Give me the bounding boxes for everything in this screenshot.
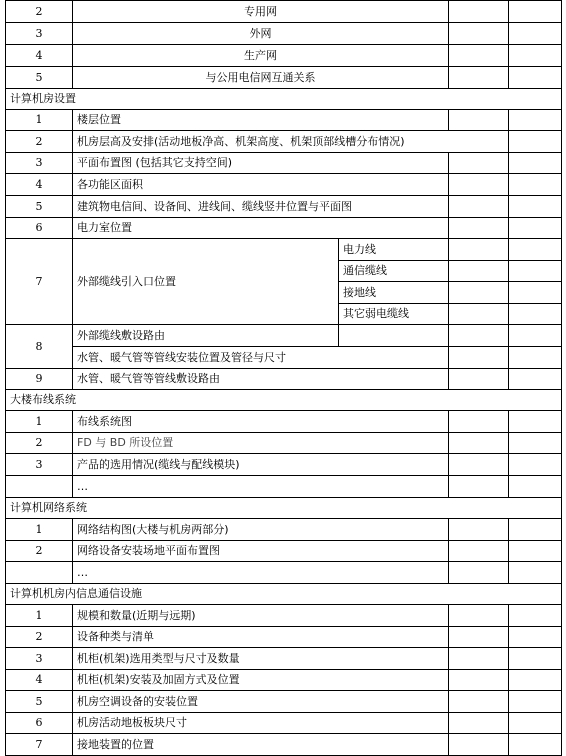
empty-cell [449,110,509,131]
empty-cell [449,153,509,174]
section-header-row [6,498,562,519]
row-number: 7 [6,734,73,756]
table-row [6,174,562,196]
table-row [6,691,562,713]
empty-cell [449,196,509,218]
row-number: 1 [6,519,73,541]
row-number: 6 [6,218,73,239]
table-row [6,605,562,627]
table-row [6,734,562,756]
row-text: 设备种类与清单 [73,627,449,648]
empty-cell [449,605,509,627]
table-row [6,67,562,89]
row-text: 楼层位置 [73,110,449,131]
table-row [6,23,562,45]
table-row [6,110,562,131]
row-text: 外部缆线敷设路由 [73,325,339,347]
row-number: 3 [6,23,73,45]
empty-cell [509,627,562,648]
empty-cell [509,110,562,131]
empty-cell [509,476,562,498]
row-text: 建筑物电信间、设备间、进线间、缆线竖井位置与平面图 [73,196,449,218]
row-text: 机房活动地板板块尺寸 [73,713,449,734]
row-number: 3 [6,454,73,476]
row-number: 3 [6,648,73,670]
empty-cell [509,670,562,691]
empty-cell [449,691,509,713]
row-number: 1 [6,411,73,433]
row-text: 规模和数量(近期与远期) [73,605,449,627]
row-number: 5 [6,196,73,218]
empty-cell [449,23,509,45]
empty-cell [449,261,509,282]
sub-item: 通信缆线 [339,261,449,282]
section-header-row [6,390,562,411]
empty-cell [449,562,509,584]
table-row [6,476,562,498]
empty-cell [449,67,509,89]
row-number: 4 [6,174,73,196]
row-text: FD 与 BD 所设位置 [73,433,449,454]
empty-cell [509,304,562,325]
empty-cell [449,218,509,239]
row-number: 1 [6,605,73,627]
row-text: 网络设备安装场地平面布置图 [73,541,449,562]
empty-cell [509,541,562,562]
empty-cell [449,304,509,325]
table-row [6,627,562,648]
empty-cell [509,239,562,261]
table-row [6,670,562,691]
table-row [6,1,562,23]
row-text: 水管、暖气管等管线安装位置及管径与尺寸 [73,347,449,369]
row-number: 6 [6,713,73,734]
empty-cell [449,411,509,433]
row-number: 5 [6,67,73,89]
section-title: 计算机网络系统 [6,498,562,519]
empty-cell [449,325,509,347]
empty-cell [449,541,509,562]
table-row [6,218,562,239]
empty-cell [449,670,509,691]
empty-cell [509,691,562,713]
row-text: 网络结构图(大楼与机房两部分) [73,519,449,541]
empty-cell [509,131,562,153]
empty-cell [509,196,562,218]
empty-cell [509,1,562,23]
row-text: 专用网 [73,1,449,23]
row-text: 产品的选用情况(缆线与配线模块) [73,454,449,476]
table-row [6,153,562,174]
row-text: 生产网 [73,45,449,67]
ellipsis: … [73,562,449,584]
ellipsis: … [73,476,449,498]
row-number: 4 [6,45,73,67]
row-number: 2 [6,131,73,153]
row-number: 2 [6,541,73,562]
row-number: 8 [6,325,73,369]
empty-cell [449,174,509,196]
row-text: 外网 [73,23,449,45]
empty-cell [509,648,562,670]
row-text: 机柜(机架)安装及加固方式及位置 [73,670,449,691]
table-row [6,562,562,584]
row-number: 7 [6,239,73,325]
section-header-row [6,584,562,605]
row-number: 4 [6,670,73,691]
empty-cell [509,218,562,239]
empty-cell [449,734,509,756]
row-text: 与公用电信网互通关系 [73,67,449,89]
empty-cell [449,713,509,734]
table-row [6,454,562,476]
empty-cell [509,433,562,454]
empty-cell [509,347,562,369]
row-text: 电力室位置 [73,218,449,239]
table-row [6,369,562,390]
table-row [6,131,562,153]
section-title: 计算机房设置 [6,89,562,110]
empty-cell [509,325,562,347]
row-text: 外部缆线引入口位置 [73,239,339,325]
row-number: 2 [6,627,73,648]
empty-cell [509,562,562,584]
empty-cell [6,476,73,498]
empty-cell [449,476,509,498]
empty-cell [509,153,562,174]
empty-cell [509,23,562,45]
sub-item: 接地线 [339,282,449,304]
sub-item: 其它弱电缆线 [339,304,449,325]
empty-cell [449,347,509,369]
row-text: 平面布置图 (包括其它支持空间) [73,153,449,174]
empty-cell [449,239,509,261]
row-text: 水管、暖气管等管线敷设路由 [73,369,449,390]
empty-cell [509,261,562,282]
table-row [6,519,562,541]
empty-cell [449,1,509,23]
empty-cell [509,282,562,304]
section-title: 计算机机房内信息通信设施 [6,584,562,605]
empty-cell [339,325,449,347]
table-row [6,433,562,454]
table-row [6,347,562,369]
empty-cell [509,713,562,734]
empty-cell [509,519,562,541]
row-text: 机柜(机架)选用类型与尺寸及数量 [73,648,449,670]
table-row [6,196,562,218]
table-row [6,713,562,734]
row-number: 9 [6,369,73,390]
table-row [6,45,562,67]
table-row [6,648,562,670]
row-number: 1 [6,110,73,131]
table-row [6,239,562,261]
empty-cell [509,605,562,627]
empty-cell [449,433,509,454]
empty-cell [449,282,509,304]
row-text: 接地装置的位置 [73,734,449,756]
requirements-table [5,0,562,756]
row-number: 3 [6,153,73,174]
empty-cell [509,45,562,67]
row-text: 机房层高及安排(活动地板净高、机架高度、机架顶部线槽分布情况) [73,131,509,153]
row-number: 2 [6,1,73,23]
row-text: 各功能区面积 [73,174,449,196]
table-row [6,411,562,433]
row-text: 布线系统图 [73,411,449,433]
empty-cell [509,734,562,756]
empty-cell [509,454,562,476]
empty-cell [449,369,509,390]
empty-cell [449,519,509,541]
table-row [6,541,562,562]
empty-cell [509,369,562,390]
empty-cell [449,648,509,670]
row-number: 5 [6,691,73,713]
sub-item: 电力线 [339,239,449,261]
empty-cell [6,562,73,584]
section-title: 大楼布线系统 [6,390,562,411]
row-number: 2 [6,433,73,454]
row-text: 机房空调设备的安装位置 [73,691,449,713]
empty-cell [509,411,562,433]
empty-cell [449,627,509,648]
section-header-row [6,89,562,110]
empty-cell [449,454,509,476]
empty-cell [449,45,509,67]
empty-cell [509,174,562,196]
table-row [6,325,562,347]
empty-cell [509,67,562,89]
